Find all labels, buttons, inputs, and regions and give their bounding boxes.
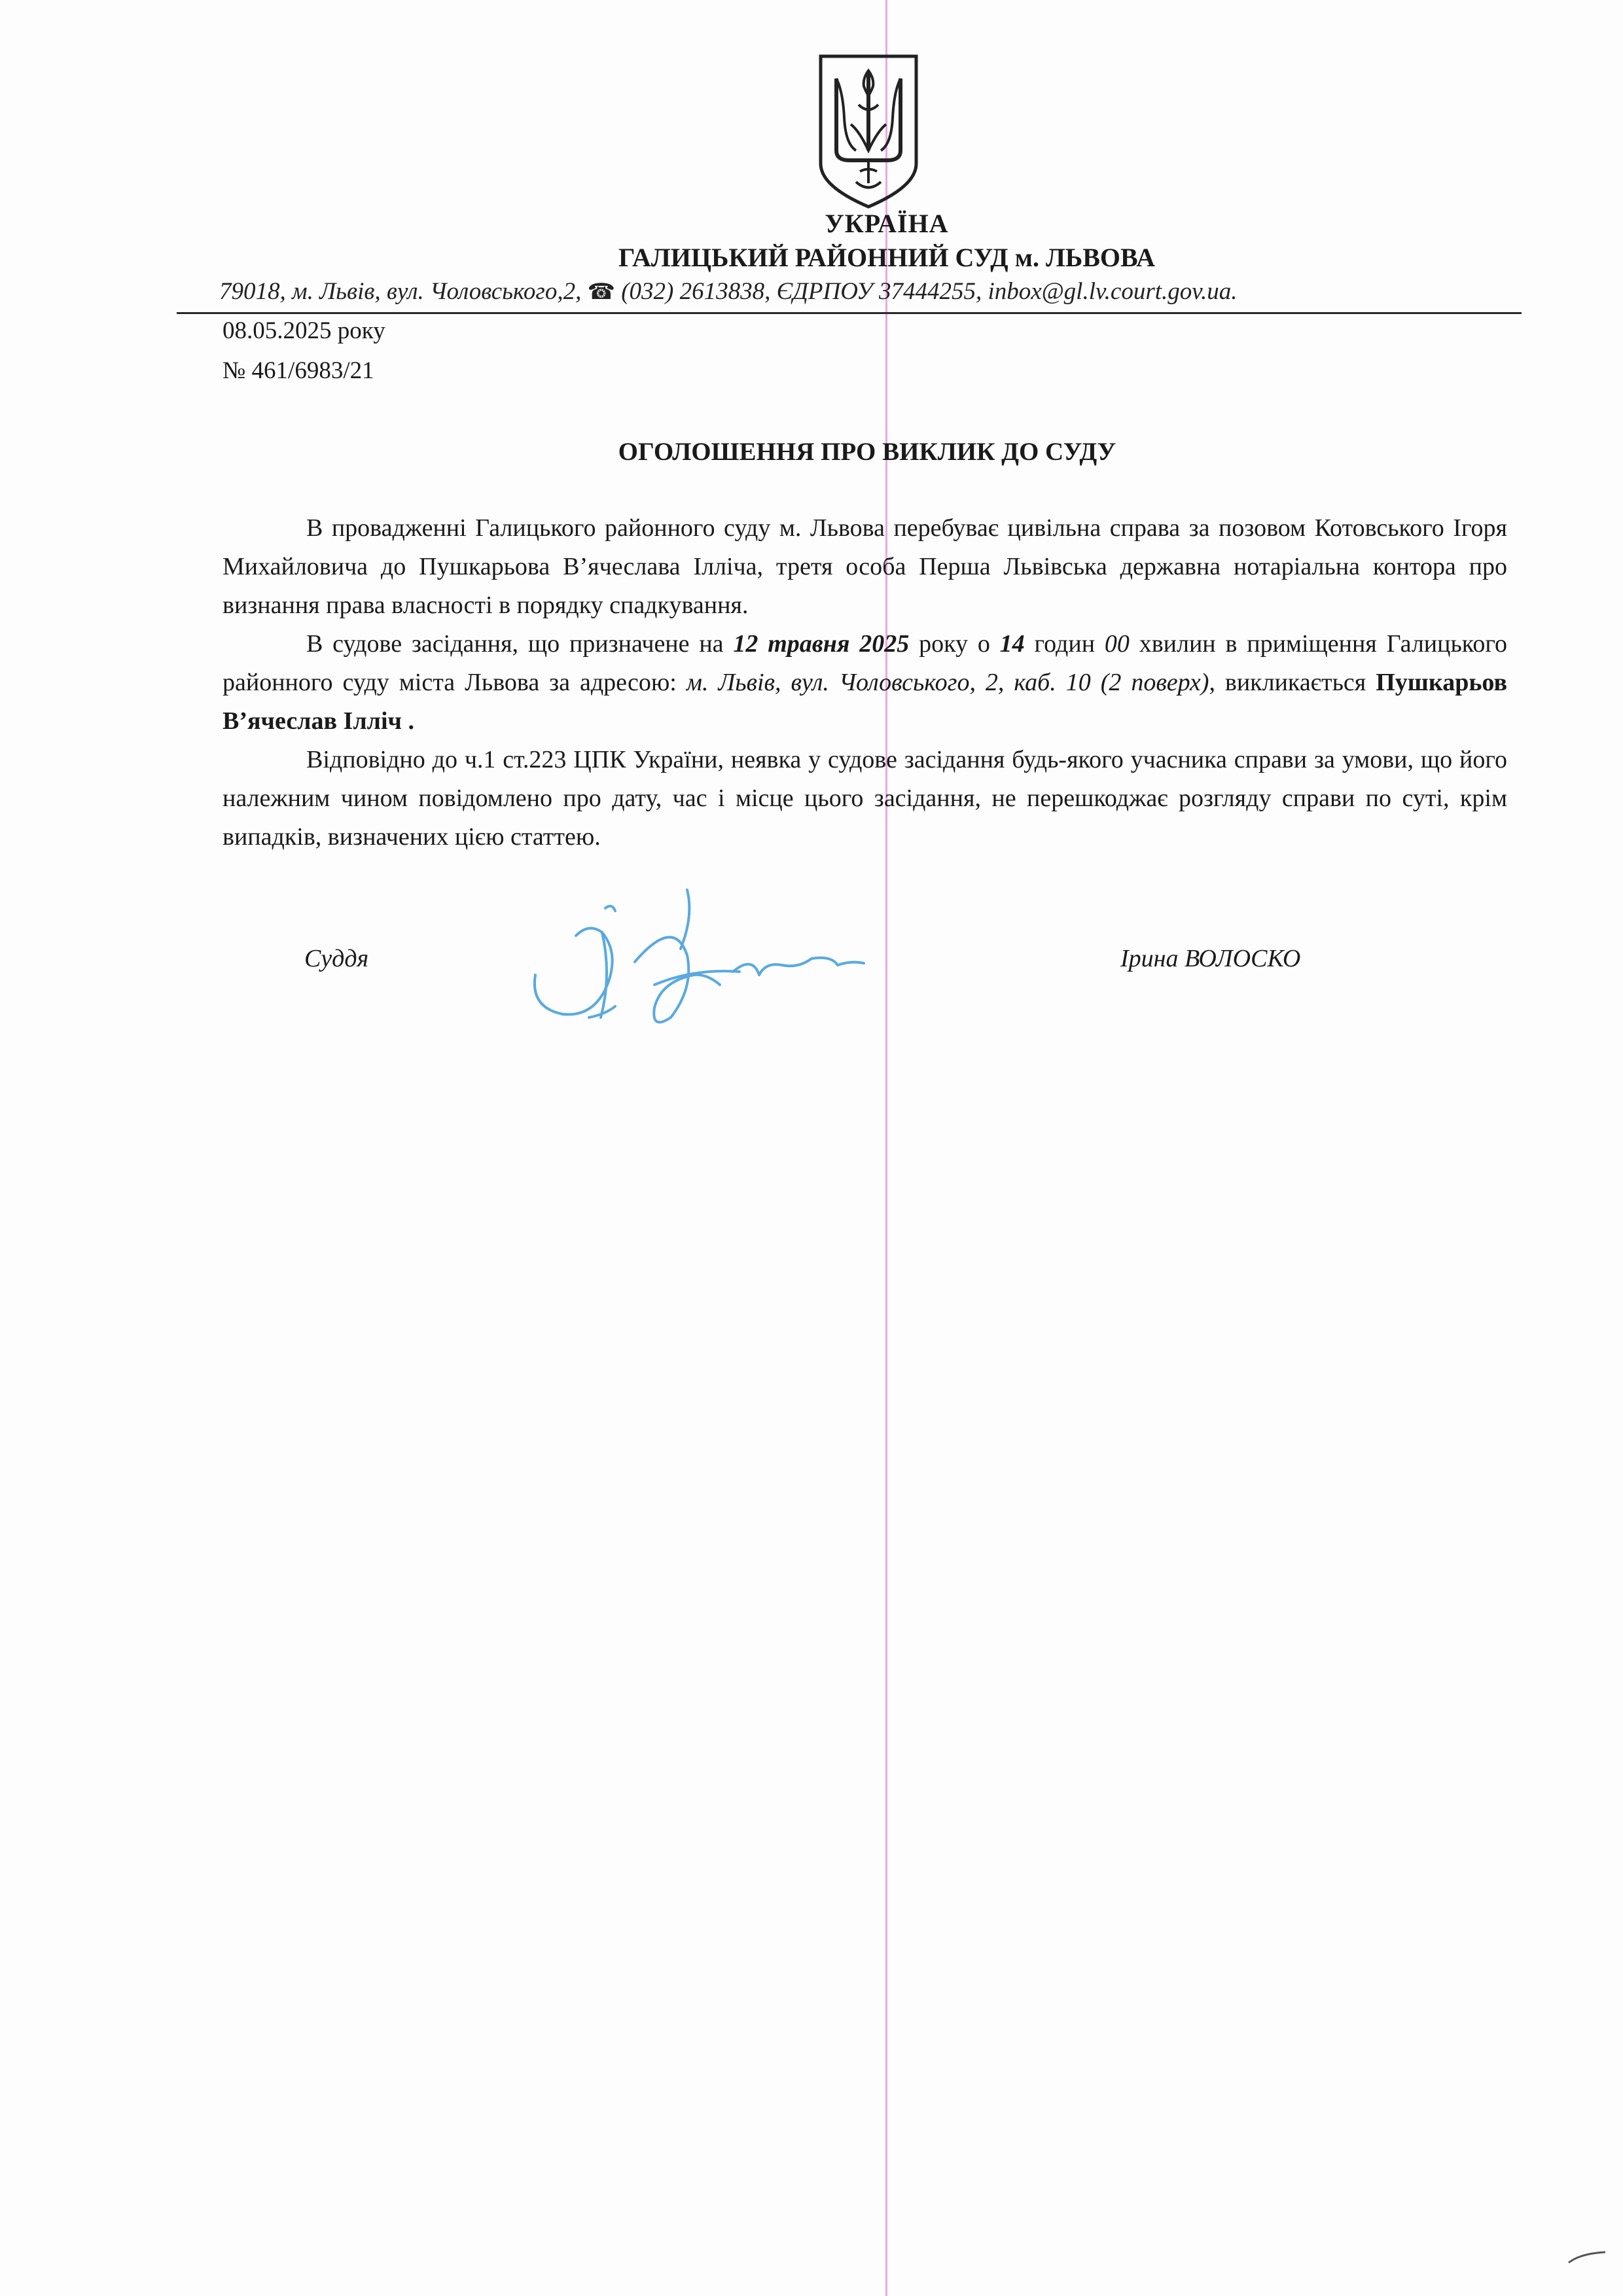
court-address: 79018, м. Львів, вул. Чоловського,2, — [219, 278, 588, 305]
hearing-date: 12 травня 2025 — [733, 630, 910, 658]
scan-artifact-line — [885, 0, 887, 2296]
hearing-minutes: 00 — [1104, 630, 1130, 658]
judge-signature — [524, 877, 890, 1040]
judge-name: Ірина ВОЛОСКО — [1120, 945, 1301, 972]
paragraph-legal-basis: Відповідно до ч.1 ст.223 ЦПК України, неявка у судове засідання будь-якого учасника справи за умови, що його належним чином повідомлено про дату, час і місце цього засідання, не перешкоджає розгляду справи по суті, крім випадків, визначених цією статтею. — [223, 746, 1507, 851]
hearing-address: м. Львів, вул. Чоловського, 2, каб. 10 (2 поверх) — [686, 669, 1209, 696]
document-title: ОГОЛОШЕННЯ ПРО ВИКЛИК ДО СУДУ — [618, 438, 1116, 466]
announcement-body — [223, 509, 1507, 857]
trident-coat-of-arms-icon — [817, 52, 920, 209]
header-divider — [177, 312, 1522, 314]
hearing-hour: 14 — [999, 630, 1025, 658]
paragraph-hearing-info: В судове засідання, що призначене на 12 травня 2025 року о 14 годин 00 хвилин в приміщення Галицького районного суду міста Львова за адресою: м. Львів, вул. Чоловського, 2, каб. 10 (2 поверх), викликається Пушкарьов В’ячеслав Ілліч . — [223, 630, 1507, 735]
summoned-person: Пушкарьов В’ячеслав Ілліч . — [223, 669, 1507, 735]
court-name: ГАЛИЦЬКИЙ РАЙОННИЙ СУД м. ЛЬВОВА — [618, 243, 1156, 272]
court-contacts — [219, 277, 1495, 306]
phone-icon: ☎ — [587, 280, 615, 304]
scan-corner-mark — [1567, 2251, 1607, 2264]
paragraph-case-info: В провадженні Галицького районного суду м. Львова перебуває цивільна справа за позовом Котовського Ігоря Михайловича до Пушкарьова В’ячеслава Ілліча, третя особа Перша Львівська державна нотаріальна контора про визнання права власності в порядку спадкування. — [223, 514, 1507, 619]
court-phone-and-email: (032) 2613838, ЄДРПОУ 37444255, inbox@gl.lv.court.gov.ua. — [621, 278, 1238, 305]
judge-title: Суддя — [304, 945, 369, 972]
document-date: 08.05.2025 року — [223, 317, 385, 344]
country-heading: УКРАЇНА — [825, 209, 949, 238]
case-number: № 461/6983/21 — [223, 357, 374, 384]
